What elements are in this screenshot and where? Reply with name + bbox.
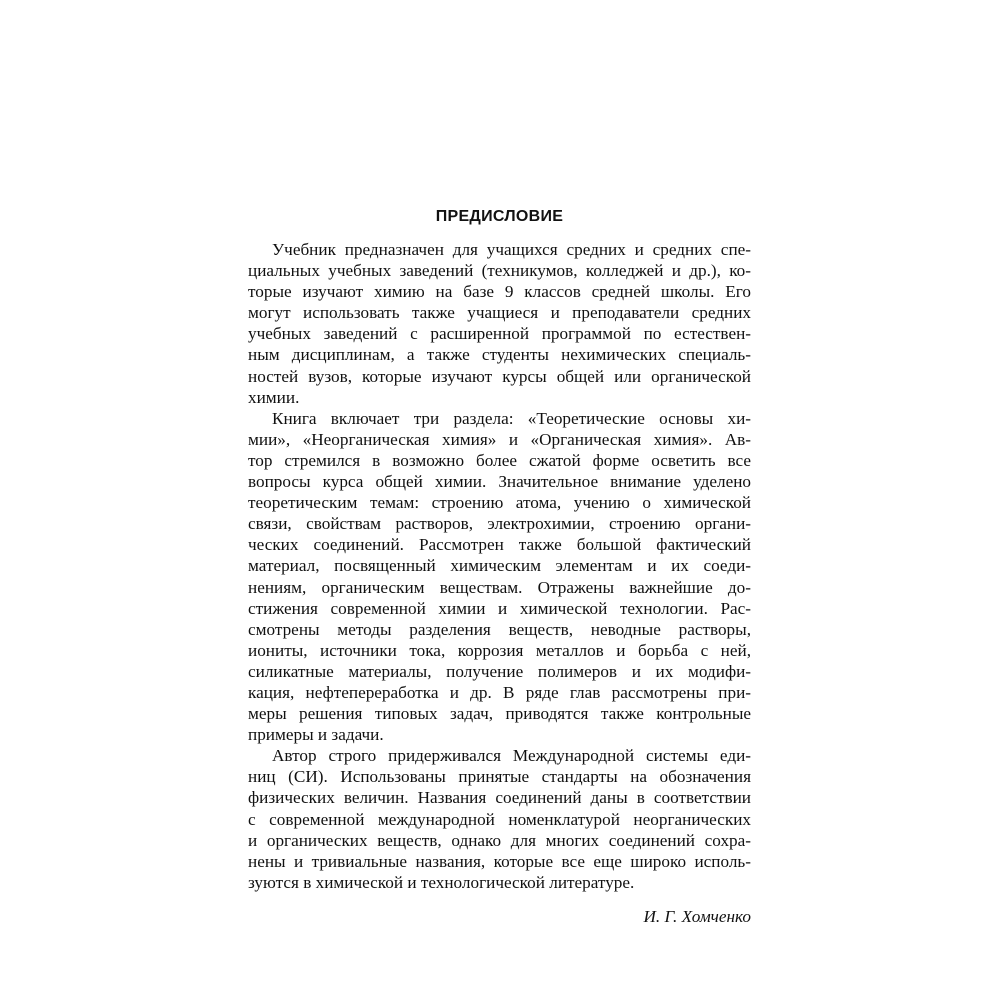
page-heading: ПРЕДИСЛОВИЕ xyxy=(435,208,564,225)
text-line: учебных заведений с расширенной программой по естествен- xyxy=(248,324,751,344)
text-line: ческих соединений. Рассмотрен также большой фактический xyxy=(248,535,751,555)
text-line: ным дисциплинам, а также студенты нехимических специаль- xyxy=(248,345,751,365)
text-line: теоретическим темам: строению атома, учению о химической xyxy=(248,493,751,513)
text-line: мии», «Неорганическая химия» и «Органическая химия». Ав- xyxy=(248,429,751,449)
text-line: ностей вузов, которые изучают курсы общей или органической xyxy=(248,366,751,386)
text-line: вопросы курса общей химии. Значительное внимание уделено xyxy=(248,472,751,492)
text-line: меры решения типовых задач, приводятся также контрольные xyxy=(248,704,751,724)
text-line: материал, посвященный химическим элементам и их соеди- xyxy=(248,556,751,576)
author-signature: И. Г. Хомченко xyxy=(643,906,751,926)
text-line: торые изучают химию на базе 9 классов средней школы. Его xyxy=(248,282,751,302)
preface-page xyxy=(248,205,751,928)
text-line: силикатные материалы, получение полимеров и их модифи- xyxy=(248,661,751,681)
text-line: ниц (СИ). Использованы принятые стандарты на обозначения xyxy=(248,767,751,787)
text-line: Автор строго придерживался Международной системы еди- xyxy=(272,746,751,766)
text-line: стижения современной химии и химической технологии. Рас- xyxy=(248,598,751,618)
text-line: смотрены методы разделения веществ, неводные растворы, xyxy=(248,619,751,639)
text-line: тор стремился в возможно более сжатой форме осветить все xyxy=(248,450,751,470)
text-line: физических величин. Названия соединений даны в соответствии xyxy=(248,788,751,808)
text-line: кация, нефтепереработка и др. В ряде глав рассмотрены при- xyxy=(248,682,751,702)
text-line: нениям, органическим веществам. Отражены важнейшие до- xyxy=(248,577,751,597)
text-line: нены и тривиальные названия, которые все еще широко исполь- xyxy=(248,851,751,871)
text-line: примеры и задачи. xyxy=(248,725,384,745)
paragraph xyxy=(248,239,751,408)
text-line: с современной международной номенклатурой неорганических xyxy=(248,809,751,829)
text-line: связи, свойствам растворов, электрохимии, строению органи- xyxy=(248,514,751,534)
paragraph xyxy=(248,745,751,893)
text-line: Учебник предназначен для учащихся средних и средних спе- xyxy=(272,240,751,259)
preface-body xyxy=(248,239,751,893)
text-line: зуются в химической и технологической литературе. xyxy=(248,872,635,892)
text-line: и органических веществ, однако для многих соединений сохра- xyxy=(248,830,751,850)
text-line: Книга включает три раздела: «Теоретические основы хи- xyxy=(272,408,751,428)
text-line: иониты, источники тока, коррозия металлов и борьба с ней, xyxy=(248,640,751,660)
paragraph xyxy=(248,408,751,746)
text-line: могут использовать также учащиеся и преподаватели средних xyxy=(248,303,751,323)
text-line: циальных учебных заведений (техникумов, колледжей и др.), ко- xyxy=(248,261,751,281)
text-line: химии. xyxy=(248,387,300,407)
